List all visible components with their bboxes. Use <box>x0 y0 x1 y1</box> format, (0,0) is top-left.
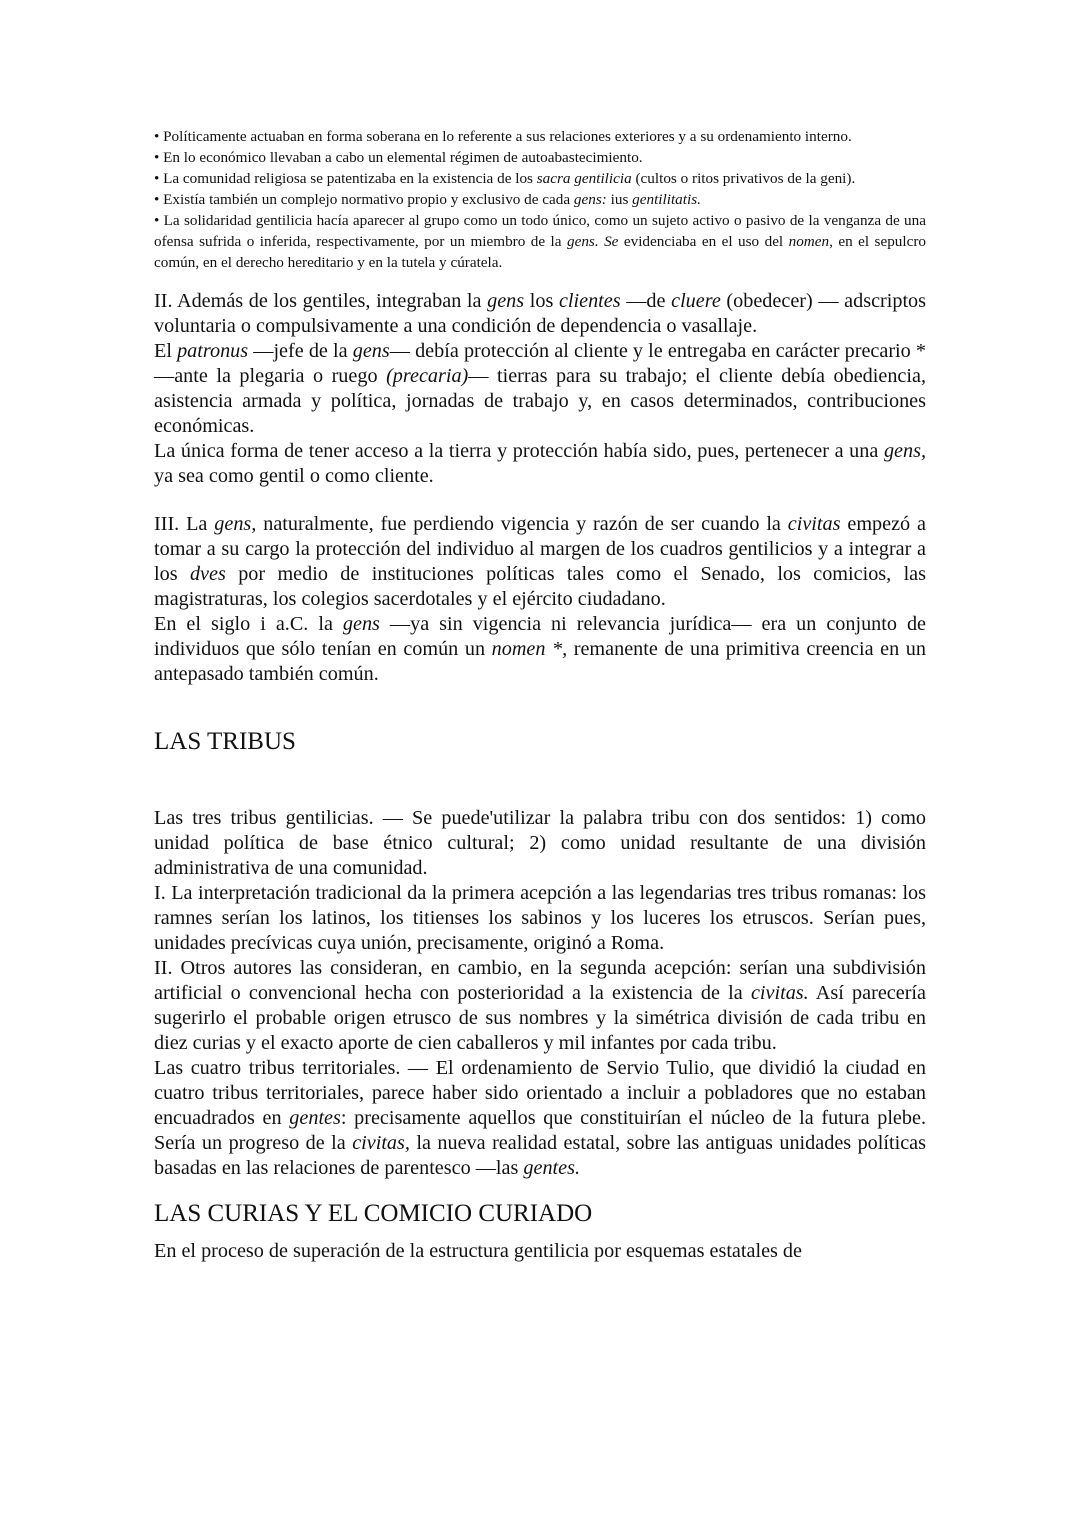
heading-las-tribus: LAS TRIBUS <box>154 728 296 755</box>
section-decadencia-gens <box>154 512 926 687</box>
paragraph: El patronus —jefe de la gens— debía protección al cliente y le entregaba en carácter precario * —ante la plegaria o ruego (precaria)— tierras para su trabajo; el cliente debía obediencia, asistencia armada y política, jornadas de trabajo y, en casos determinados, contribuciones económicas. <box>154 340 926 437</box>
paragraph: II. Además de los gentiles, integraban la gens los clientes —de cluere (obedecer) — adscriptos voluntaria o compulsivamente a una condición de dependencia o vasallaje. <box>154 290 927 337</box>
section-curias <box>154 1239 926 1264</box>
bullet-item: • La solidaridad gentilicia hacía aparecer al grupo como un todo único, como un sujeto activo o pasivo de la venganza de una ofensa sufrida o inferida, respectivamente, por un miembro de la gens. Se evidenciaba en el uso del nomen, en el sepulcro común, en el derecho hereditario y en la tutela y cúratela. <box>154 212 927 271</box>
section-clientes <box>154 289 926 489</box>
paragraph: I. La interpretación tradicional da la primera acepción a las legendarias tres tribus romanas: los ramnes serían los latinos, los titienses los sabinos y los luceres los etruscos. Serían pues, unidades precívicas cuya unión, precisamente, originó a Roma. <box>154 882 926 954</box>
bullet-item: • La comunidad religiosa se patentizaba en la existencia de los sacra gentilicia (cultos o ritos privativos de la geni). <box>154 170 856 187</box>
paragraph: En el proceso de superación de la estructura gentilicia por esquemas estatales de <box>154 1240 802 1262</box>
paragraph: Las tres tribus gentilicias. — Se puede'utilizar la palabra tribu con dos sentidos: 1) como unidad política de base étnico cultural; 2) como unidad resultante de una división administrativa de una comunidad. <box>154 807 926 879</box>
heading-curias: LAS CURIAS Y EL COMICIO CURIADO <box>154 1200 593 1227</box>
bullet-list <box>154 126 926 273</box>
bullet-item: • Políticamente actuaban en forma soberana en lo referente a sus relaciones exteriores y a su ordenamiento interno. <box>154 128 852 145</box>
section-tribus <box>154 806 926 1181</box>
paragraph: Las cuatro tribus territoriales. — El ordenamiento de Servio Tulio, que dividió la ciudad en cuatro tribus territoriales, parece haber sido orientado a incluir a pobladores que no estaban encuadrados en gentes: precisamente aquellos que constituirían el núcleo de la futura plebe. Sería un progreso de la civitas, la nueva realidad estatal, sobre las antiguas unidades políticas basadas en las relaciones de parentesco —las gentes. <box>154 1057 926 1179</box>
paragraph: III. La gens, naturalmente, fue perdiendo vigencia y razón de ser cuando la civitas empezó a tomar a su cargo la protección del individuo al margen de los cuadros gentilicios y a integrar a los dves por medio de instituciones políticas tales como el Senado, los comicios, las magistraturas, los colegios sacerdotales y el ejército ciudadano. <box>154 513 926 610</box>
paragraph: En el siglo i a.C. la gens —ya sin vigencia ni relevancia jurídica— era un conjunto de individuos que sólo tenían en común un nomen *, remanente de una primitiva creencia en un antepasado también común. <box>154 613 927 685</box>
paragraph: II. Otros autores las consideran, en cambio, en la segunda acepción: serían una subdivisión artificial o convencional hecha con posterioridad a la existencia de la civitas. Así parecería sugerirlo el probable origen etrusco de sus nombres y la simétrica división de cada tribu en diez curias y el exacto aporte de cien caballeros y mil infantes por cada tribu. <box>154 957 926 1054</box>
paragraph: La única forma de tener acceso a la tierra y protección había sido, pues, pertenecer a una gens, ya sea como gentil o como cliente. <box>154 440 926 487</box>
bullet-item: • Existía también un complejo normativo propio y exclusivo de cada gens: ius gentilitatis. <box>154 191 701 208</box>
bullet-item: • En lo económico llevaban a cabo un elemental régimen de autoabastecimiento. <box>154 149 643 166</box>
document-page <box>154 126 926 1264</box>
